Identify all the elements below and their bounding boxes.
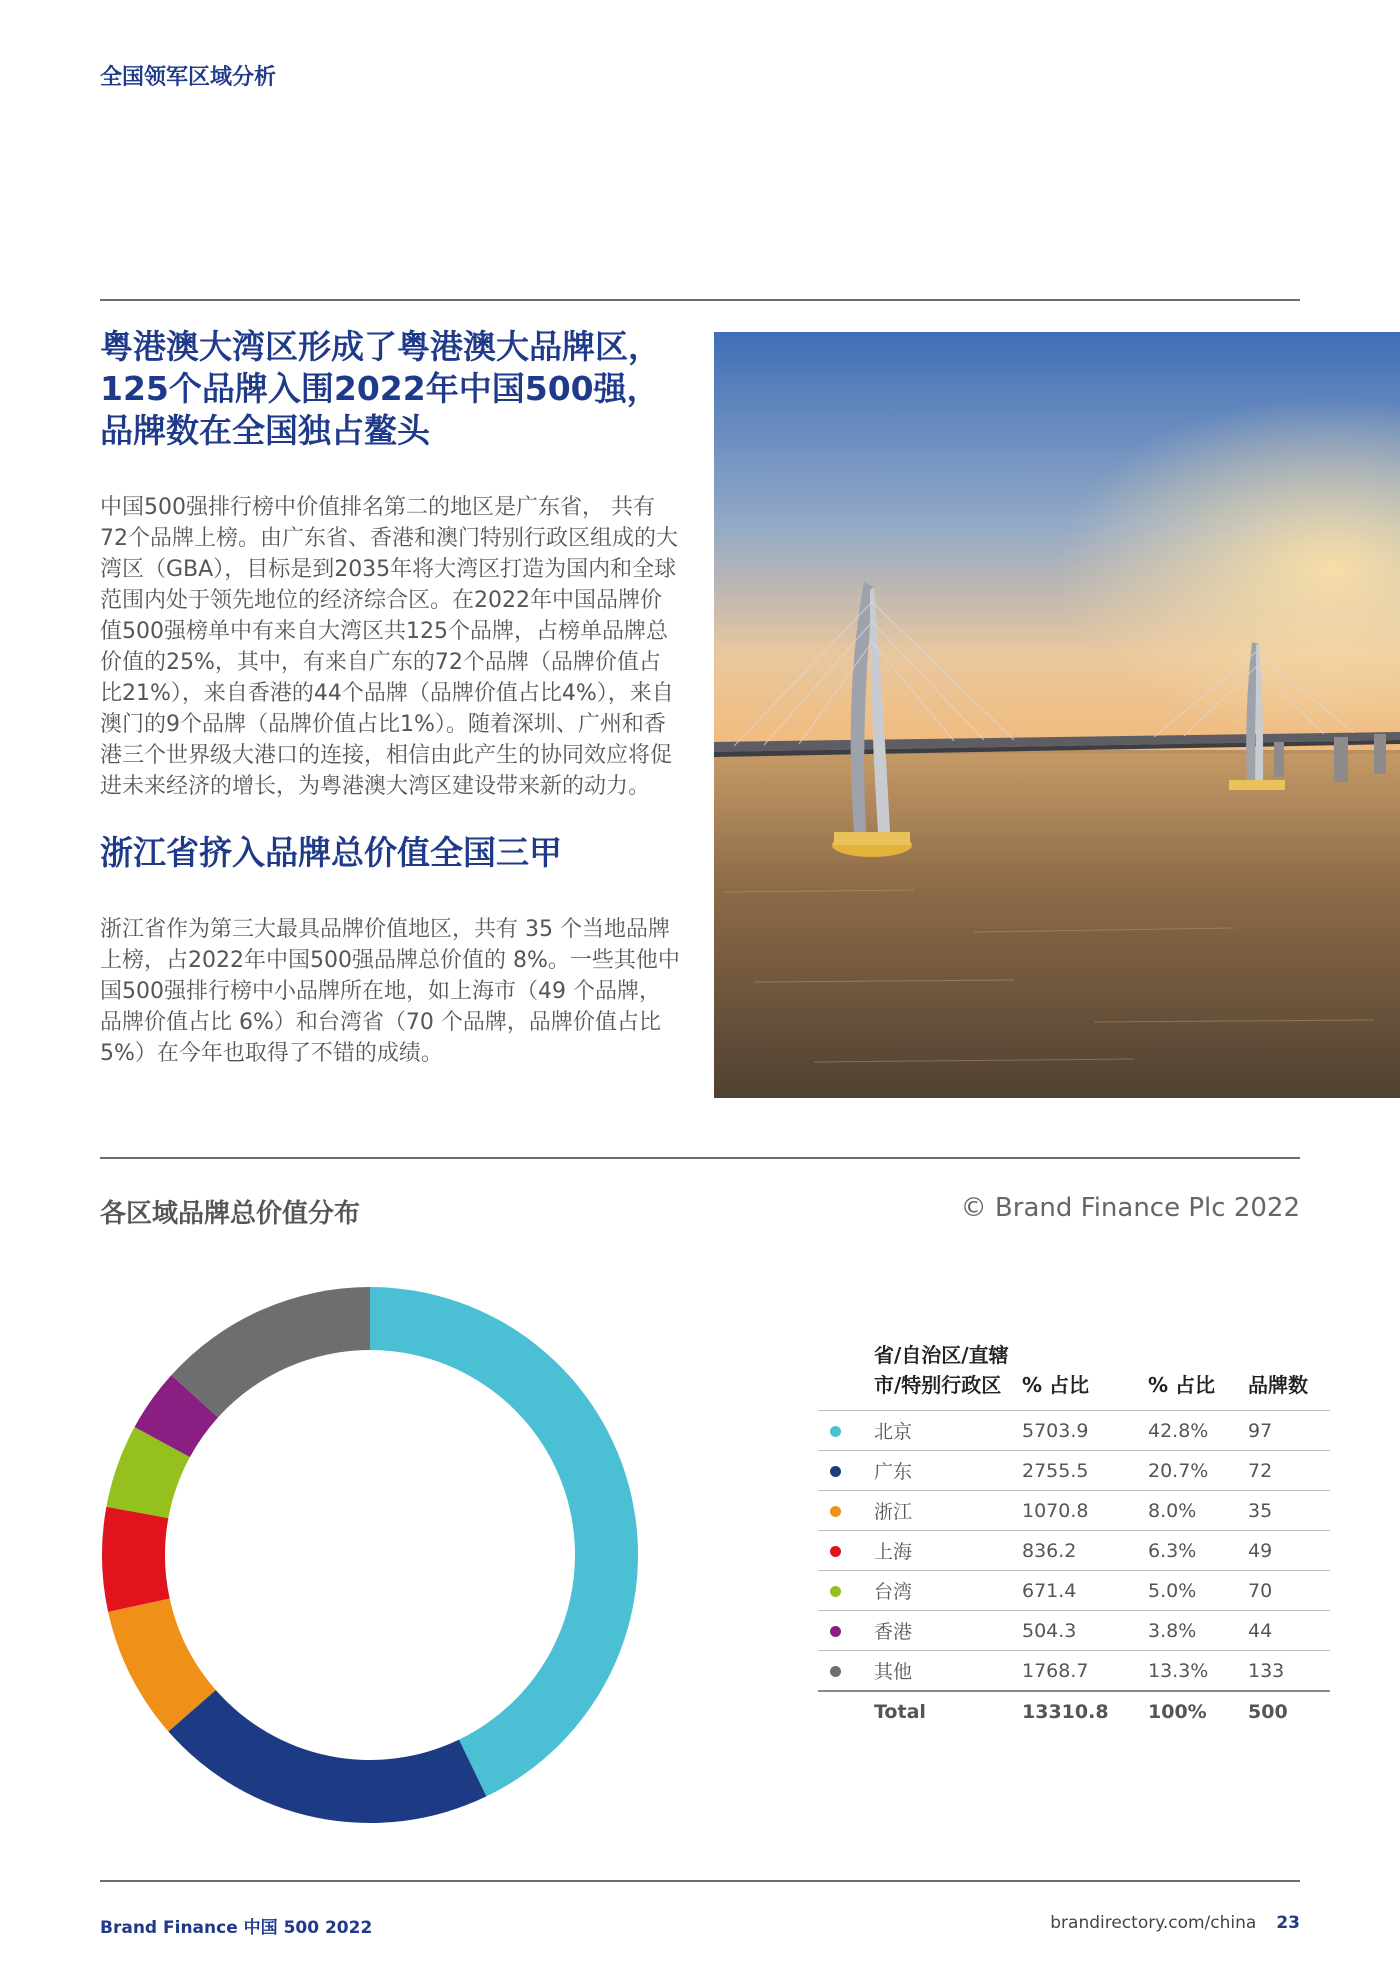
header-region: 省/自治区/直辖市/特别行政区 bbox=[874, 1343, 1009, 1397]
table-header-row bbox=[818, 1340, 1330, 1411]
table-row bbox=[818, 1491, 1330, 1531]
header-brand-count: 品牌数 bbox=[1248, 1373, 1308, 1397]
bridge-illustration bbox=[714, 332, 1400, 1098]
middle-divider bbox=[100, 1157, 1300, 1159]
region-name: 北京 bbox=[874, 1411, 1022, 1451]
donut-chart bbox=[100, 1285, 640, 1825]
region-count: 49 bbox=[1248, 1531, 1330, 1571]
donut-slice-北京 bbox=[370, 1287, 638, 1796]
region-table bbox=[818, 1340, 1330, 1731]
legend-dot-icon bbox=[830, 1546, 841, 1557]
region-count: 97 bbox=[1248, 1411, 1330, 1451]
legend-dot-icon bbox=[830, 1626, 841, 1637]
table-row bbox=[818, 1451, 1330, 1491]
region-pct: 6.3% bbox=[1148, 1531, 1248, 1571]
region-value: 504.3 bbox=[1022, 1611, 1148, 1651]
donut-slice-其他 bbox=[171, 1287, 370, 1417]
top-divider bbox=[100, 299, 1300, 301]
region-count: 35 bbox=[1248, 1491, 1330, 1531]
heading-gba: 粤港澳大湾区形成了粤港澳大品牌区，125个品牌入围2022年中国500强，品牌数在全国独占鳌头 bbox=[100, 327, 661, 450]
region-pct: 13.3% bbox=[1148, 1651, 1248, 1692]
region-pct: 8.0% bbox=[1148, 1491, 1248, 1531]
donut-slice-上海 bbox=[102, 1507, 170, 1612]
region-count: 133 bbox=[1248, 1651, 1330, 1692]
region-pct: 3.8% bbox=[1148, 1611, 1248, 1651]
section-tag: 全国领军区域分析 bbox=[100, 65, 277, 90]
total-label: Total bbox=[874, 1691, 1022, 1731]
paragraph-gba: 中国500强排行榜中价值排名第二的地区是广东省， 共有72个品牌上榜。由广东省、香港和澳门特别行政区组成的大湾区（GBA），目标是到2035年将大湾区打造为国内和全球范围内处于领先地位的经济综合区。在2022年中国品牌价值500强榜单中有来自大湾区共125个品牌，占榜单品牌总价值的25%，其中，有来自广东的72个品牌（品牌价值占比21%），来自香港的44个品牌（品牌价值占比4%），来自澳门的9个品牌（品牌价值占比1%）。随着深圳、广州和香港三个世界级大港口的连接，相信由此产生的协同效应将促进未来经济的增长，为粤港澳大湾区建设带来新的动力。 bbox=[100, 495, 678, 799]
legend-dot-icon bbox=[830, 1466, 841, 1477]
total-pct: 100% bbox=[1148, 1691, 1248, 1731]
region-value: 5703.9 bbox=[1022, 1411, 1148, 1451]
heading-zhejiang: 浙江省挤入品牌总价值全国三甲 bbox=[100, 833, 562, 872]
legend-dot-icon bbox=[830, 1506, 841, 1517]
region-name: 其他 bbox=[874, 1651, 1022, 1692]
legend-dot-icon bbox=[830, 1426, 841, 1437]
region-pct: 20.7% bbox=[1148, 1451, 1248, 1491]
region-pct: 42.8% bbox=[1148, 1411, 1248, 1451]
legend-dot-icon bbox=[830, 1586, 841, 1597]
table-total-row bbox=[818, 1691, 1330, 1731]
region-table-wrapper bbox=[818, 1340, 1330, 1731]
region-name: 浙江 bbox=[874, 1491, 1022, 1531]
header-value-share: % 占比 bbox=[1022, 1373, 1090, 1397]
article-column bbox=[100, 326, 680, 1069]
table-row bbox=[818, 1611, 1330, 1651]
table-row bbox=[818, 1411, 1330, 1451]
footer-divider bbox=[100, 1880, 1300, 1882]
footer-publication: Brand Finance 中国 500 2022 bbox=[100, 1918, 373, 1938]
table-row bbox=[818, 1651, 1330, 1692]
donut-slice-广东 bbox=[168, 1690, 486, 1823]
region-count: 44 bbox=[1248, 1611, 1330, 1651]
region-value: 1070.8 bbox=[1022, 1491, 1148, 1531]
total-count: 500 bbox=[1248, 1691, 1330, 1731]
region-name: 香港 bbox=[874, 1611, 1022, 1651]
footer-url[interactable]: brandirectory.com/china bbox=[1050, 1913, 1257, 1933]
region-name: 上海 bbox=[874, 1531, 1022, 1571]
region-name: 广东 bbox=[874, 1451, 1022, 1491]
region-count: 70 bbox=[1248, 1571, 1330, 1611]
header-pct-share: % 占比 bbox=[1148, 1373, 1216, 1397]
paragraph-zhejiang: 浙江省作为第三大最具品牌价值地区，共有 35 个当地品牌上榜，占2022年中国500强品牌总价值的 8%。一些其他中国500强排行榜中小品牌所在地，如上海市（49 个品牌，品牌价值占比 6%）和台湾省（70 个品牌，品牌价值占比 5%）在今年也取得了不错的成绩。 bbox=[100, 917, 680, 1066]
table-row bbox=[818, 1571, 1330, 1611]
chart-title: 各区域品牌总价值分布 bbox=[100, 1199, 361, 1229]
bridge-photo bbox=[714, 332, 1400, 1098]
region-value: 2755.5 bbox=[1022, 1451, 1148, 1491]
total-value: 13310.8 bbox=[1022, 1691, 1148, 1731]
table-row bbox=[818, 1531, 1330, 1571]
page-number: 23 bbox=[1276, 1913, 1300, 1933]
region-name: 台湾 bbox=[874, 1571, 1022, 1611]
region-value: 671.4 bbox=[1022, 1571, 1148, 1611]
region-pct: 5.0% bbox=[1148, 1571, 1248, 1611]
legend-dot-icon bbox=[830, 1666, 841, 1677]
region-count: 72 bbox=[1248, 1451, 1330, 1491]
footer-right bbox=[1050, 1913, 1300, 1933]
region-value: 1768.7 bbox=[1022, 1651, 1148, 1692]
region-value: 836.2 bbox=[1022, 1531, 1148, 1571]
copyright-text: © Brand Finance Plc 2022 bbox=[960, 1193, 1300, 1223]
